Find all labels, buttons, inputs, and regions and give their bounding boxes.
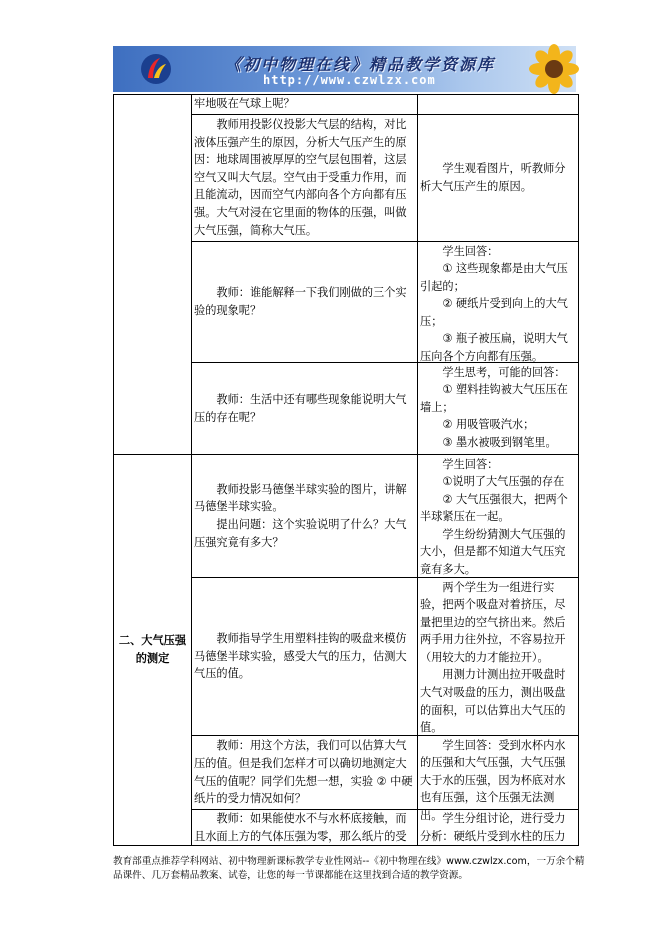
lesson-table bbox=[113, 94, 579, 846]
student-cell bbox=[418, 578, 579, 736]
sunflower-icon bbox=[524, 46, 576, 92]
teacher-cell bbox=[192, 95, 418, 115]
header-banner bbox=[113, 46, 576, 92]
teacher-text: 教师指导学生用塑料挂钩的吸盘来模仿马德堡半球实验，感受大气的压力，估测大气压的值。 bbox=[194, 632, 407, 681]
teacher-cell bbox=[192, 736, 418, 810]
student-text: ③ 瓶子被压扁，说明大气压向各个方向都有压强。 bbox=[420, 332, 568, 364]
teacher-cell bbox=[192, 455, 418, 578]
teacher-text: 教师：谁能解释一下我们刚做的三个实验的现象呢？ bbox=[194, 286, 407, 317]
student-text: 两个学生为一组进行实验，把两个吸盘对着挤压，尽量把里边的空气挤出来。然后两手用力往外拉，不容易拉开（用较大的力才能拉开）。 bbox=[420, 580, 566, 664]
teacher-cell bbox=[192, 242, 418, 363]
student-text: 学生分组讨论，进行受力分析：硬纸片受到水柱的压力 bbox=[420, 812, 566, 843]
student-text: ① 塑料挂钩被大气压压在墙上； bbox=[420, 383, 568, 414]
teacher-cell bbox=[192, 363, 418, 455]
student-text: ② 大气压强很大，把两个半球紧压在一起。 bbox=[420, 492, 568, 524]
student-text: 学生回答：受到水杯内水的压强和大气压强，大气压强大于水的压强，因为杯底对水也有压强，这个压强无法测出。 bbox=[420, 738, 566, 822]
teacher-text: 教师：用这个方法，我们可以估算大气压的值。但是我们怎样才可以确切地测定大气压的值呢？同学们先想一想，实验 ② 中硬纸片的受力情况如何？ bbox=[194, 739, 413, 806]
student-cell bbox=[418, 736, 579, 822]
student-cell bbox=[418, 115, 579, 242]
teacher-text: 教师投影马德堡半球实验的图片，讲解马德堡半球实验。 bbox=[194, 482, 407, 514]
teacher-cell bbox=[192, 578, 418, 736]
student-text: 学生思考，可能的回答： bbox=[442, 365, 566, 379]
student-text: ①说明了大气压强的存在 bbox=[442, 475, 565, 489]
teacher-text: 提出问题：这个实验说明了什么？大气压强究竟有多大？ bbox=[194, 518, 407, 549]
student-text: ② 用吸管吸汽水； bbox=[442, 418, 535, 432]
student-cell bbox=[418, 363, 579, 455]
page-footer: 教育部重点推荐学科网站、初中物理新课标教学专业性网站--《初中物理在线》www.czwlzx.com，一万余个精品课件、几万套精品教案、试卷，让您的每一节课都能在这里找到合适的教学资源。 bbox=[113, 856, 585, 881]
teacher-cell bbox=[192, 810, 418, 846]
section-title: 二、大气压强的测定 bbox=[114, 455, 192, 846]
site-name: 《初中物理在线》精品教学资源库 bbox=[225, 55, 496, 74]
student-cell bbox=[418, 455, 579, 578]
student-text: 学生纷纷猜测大气压强的大小，但是都不知道大气压究竟有多大。 bbox=[420, 527, 566, 577]
student-text: 学生观看图片，听教师分析大气压产生的原因。 bbox=[420, 162, 566, 193]
site-url[interactable]: http://www.czwlzx.com bbox=[263, 73, 436, 87]
student-cell bbox=[418, 242, 579, 363]
student-text: 用测力计测出拉开吸盘时大气对吸盘的压力，测出吸盘的面积，可以估算出大气压的值。 bbox=[420, 668, 566, 735]
table-row bbox=[114, 95, 579, 115]
teacher-text: 牢地吸在气球上呢？ bbox=[194, 97, 295, 110]
student-text: 学生回答： bbox=[442, 244, 499, 258]
student-text: 学生回答： bbox=[442, 457, 499, 471]
site-logo-icon bbox=[139, 52, 173, 86]
student-cell bbox=[418, 810, 579, 846]
teacher-text: 教师用投影仪投影大气层的结构，对比液体压强产生的原因，分析大气压产生的原因：地球周围被厚厚的空气层包围着，这层空气又叫大气层。空气由于受重力作用，而且能流动，因而空气内部向各个方向都有压强。大气对浸在它里面的物体的压强，叫做大气压强，简称大气压。 bbox=[194, 118, 407, 237]
teacher-text: 教师：如果能使水不与水杯底接触，而且水面上方的气体压强为零，那么纸片的受 bbox=[194, 812, 407, 843]
student-cell bbox=[418, 95, 579, 115]
student-text: ③ 墨水被吸到钢笔里。 bbox=[442, 435, 557, 449]
student-text: ① 这些现象都是由大气压引起的； bbox=[420, 262, 568, 293]
student-text: ② 硬纸片受到向上的大气压； bbox=[420, 297, 568, 328]
section-cell-empty bbox=[114, 95, 192, 455]
table-row bbox=[114, 455, 579, 578]
teacher-cell bbox=[192, 115, 418, 242]
teacher-text: 教师：生活中还有哪些现象能说明大气压的存在呢？ bbox=[194, 392, 407, 424]
